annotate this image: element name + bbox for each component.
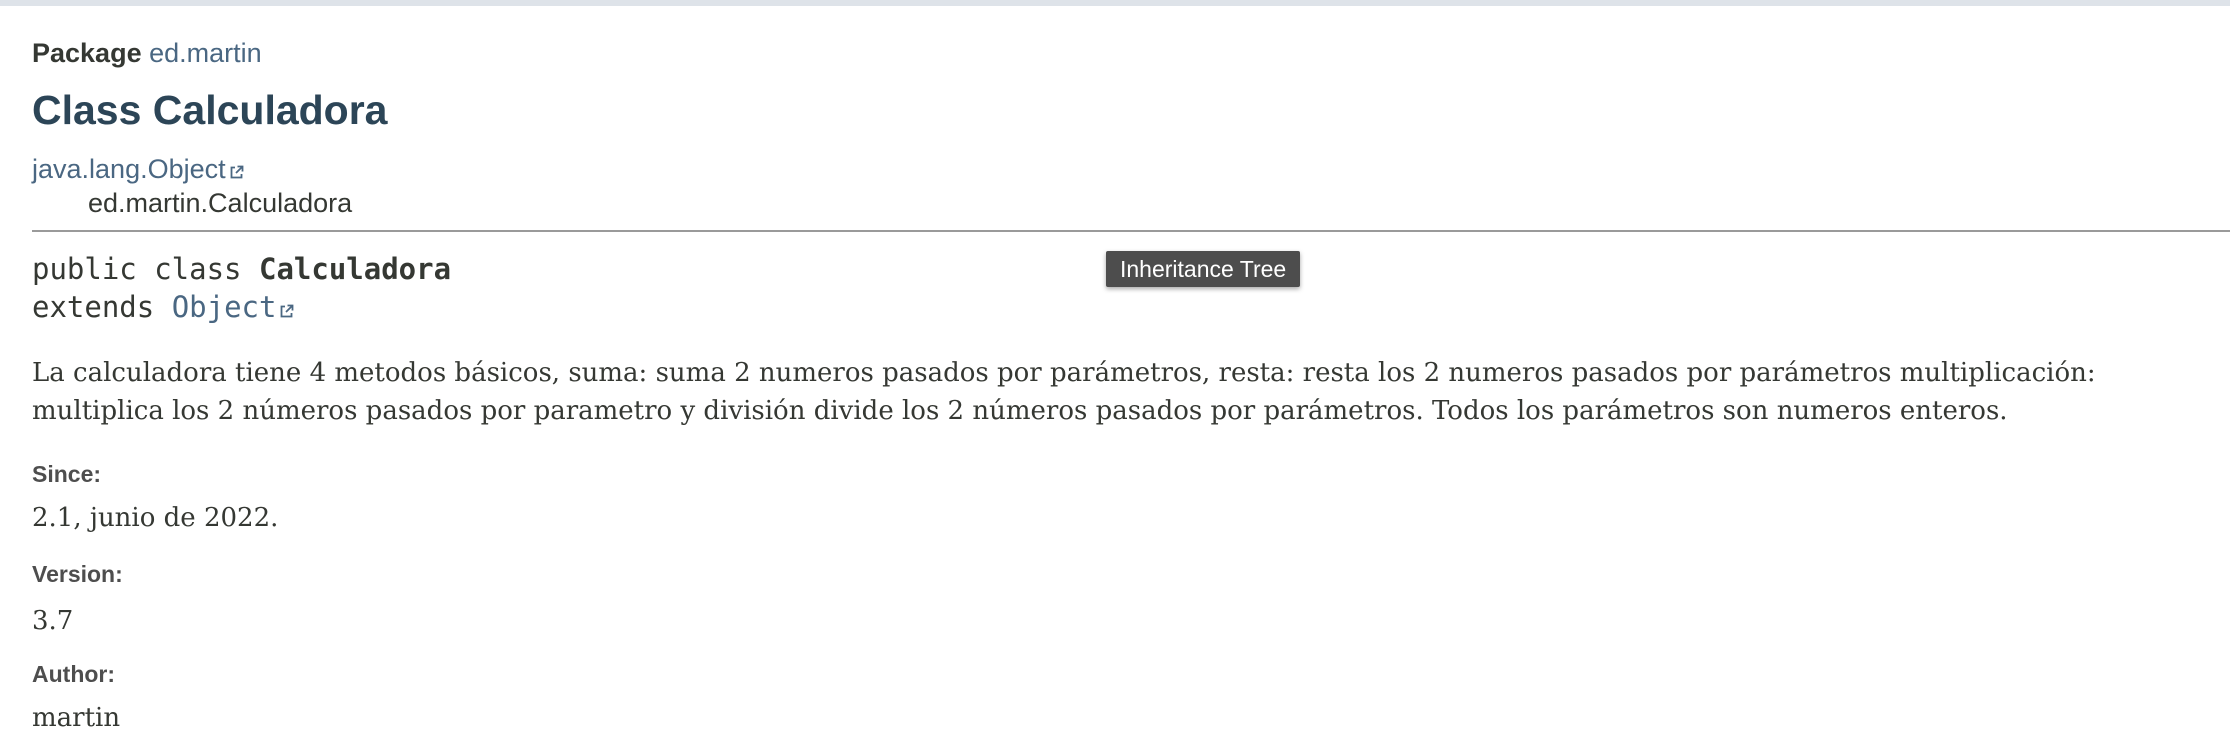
author-label: Author: (32, 661, 116, 687)
signature-extends (32, 288, 451, 328)
signature-class-name: Calculadora (258, 252, 452, 286)
section-divider (32, 230, 2230, 232)
since-label: Since: (32, 461, 102, 487)
package-line (32, 36, 262, 70)
page-title: Class Calculadora (32, 87, 388, 133)
signature-declaration (32, 250, 451, 288)
signature-superclass-link[interactable]: Object (171, 290, 277, 324)
package-link[interactable]: ed.martin (149, 38, 262, 68)
signature-modifiers: public class (32, 252, 259, 286)
object-superclass-link[interactable]: java.lang.Object (32, 154, 226, 184)
external-link-icon (279, 290, 294, 328)
class-signature (32, 250, 451, 328)
author-value: martin (32, 703, 121, 733)
inheritance-child: ed.martin.Calculadora (88, 188, 353, 218)
inheritance-root (32, 152, 244, 188)
package-label: Package (32, 38, 142, 68)
version-label: Version: (32, 561, 123, 587)
top-navigation-band (0, 0, 2230, 6)
class-description: La calculadora tiene 4 metodos básicos, suma: suma 2 numeros pasados por parámetros, resta: resta los 2 numeros pasados por parámetros multiplicación: multiplica los 2 números pasados por parametro y división divide los 2 números pasados por parámetros. Todos los parámetros son numeros enteros. (32, 358, 2096, 426)
inheritance-tree-tooltip: Inheritance Tree (1106, 251, 1300, 287)
version-value: 3.7 (32, 606, 74, 636)
since-value: 2.1, junio de 2022. (32, 503, 279, 533)
signature-extends-keyword: extends (32, 290, 172, 324)
external-link-icon (229, 154, 244, 188)
